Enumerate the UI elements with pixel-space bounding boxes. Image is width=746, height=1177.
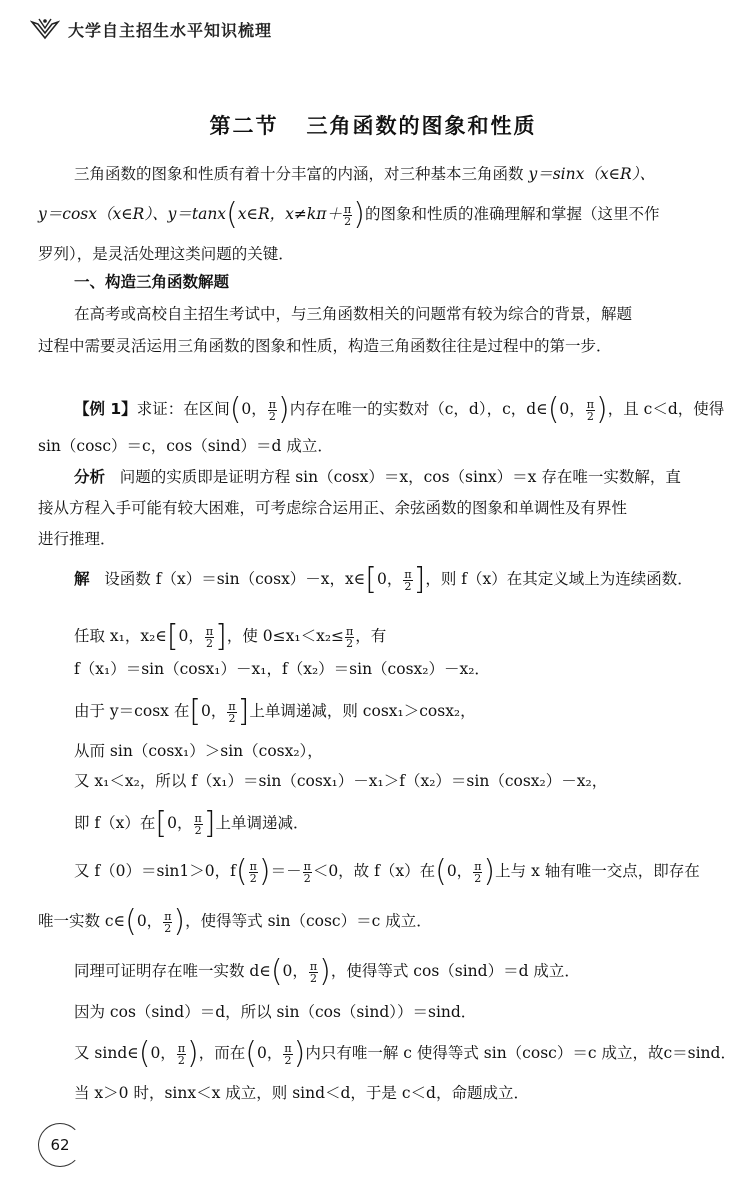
solution-line-7: 即 f（x）在[0， $\frac{\pi}{2}$ ]上单调递减． [74,806,309,841]
subsection-title: 一、构造三角函数解题 [74,273,230,291]
solution-line-9: 唯一实数 c∈(0， $\frac{\pi}{2}$ )，使得等式 sin（cosc）＝c 成立． [38,904,432,939]
analysis-line-1: 分析 问题的实质即是证明方程 sin（cosx）＝x，cos（sinx）＝x 存在唯一实数解，直 [74,468,681,486]
example-label: 【例 1】 [74,400,137,418]
solution-line-5: 从而 sin（cosx₁）＞sin（cosx₂）， [74,742,323,760]
example-line-2: sin（cosc）＝c，cos（sind）＝d 成立． [38,437,333,455]
solution-line-2: 任取 x₁，x₂∈[0， $\frac{\pi}{2}$ ]，使 0≤x₁＜x₂≤ $\frac{\pi}{2}$ ，有 [74,619,387,654]
example-line-1: 【例 1】求证：在区间(0， $\frac{\pi}{2}$ )内存在唯一的实数对（c，d），c，d∈(0， $\frac{\pi}{2}$ )，且 c＜d，使得 [74,392,725,427]
fraction: $\frac{\pi}{2}$ [343,202,352,228]
running-header [30,14,272,44]
analysis-line-3: 进行推理． [38,530,116,548]
solution-line-10: 同理可证明存在唯一实数 d∈(0， $\frac{\pi}{2}$ )，使得等式 cos（sind）＝d 成立． [74,954,580,989]
solution-line-1: 解 设函数 f（x）＝sin（cosx）－x，x∈[0， $\frac{\pi}{2}$ ]，则 f（x）在其定义域上为连续函数． [74,562,693,597]
section-title [0,110,746,140]
solution-line-3: f（x₁）＝sin（cosx₁）－x₁，f（x₂）＝sin（cosx₂）－x₂． [74,660,490,678]
para2-line-2: 过程中需要灵活运用三角函数的图象和性质，构造三角函数往往是过程中的第一步． [38,337,612,355]
intro-line-3: 罗列），是灵活处理这类问题的关键． [38,245,294,263]
para2-line-1: 在高考或高校自主招生考试中，与三角函数相关的问题常有较为综合的背景，解题 [74,305,633,323]
section-number: 第二节 [209,114,279,138]
intro-line-2: y＝cosx（x∈R）、y＝tanx(x∈R，x≠kπ＋ $\frac{\pi}{2}$ )的图象和性质的准确理解和掌握（这里不作 [38,197,660,232]
section-name: 三角函数的图象和性质 [306,114,537,138]
solution-line-8: 又 f（0）＝sin1＞0，f( $\frac{\pi}{2}$ )＝－ $\frac{\pi}{2}$ ＜0，故 f（x）在(0， $\frac{\pi}{2}$ )上与 x 轴有唯一交点，即存在 [74,854,700,889]
header-title: 大学自主招生水平知识梳理 [68,20,273,40]
solution-line-12: 又 sind∈(0， $\frac{\pi}{2}$ )，而在(0， $\frac{\pi}{2}$ )内只有唯一解 c 使得等式 sin（cosc）＝c 成立，故c＝sind． [74,1036,736,1071]
analysis-label: 分析 [74,468,106,486]
solution-label: 解 [74,570,90,588]
book-logo-icon [30,16,60,42]
analysis-line-2: 接从方程入手可能有较大困难，可考虑综合运用正、余弦函数的图象和单调性及有界性 [38,499,628,517]
solution-line-6: 又 x₁＜x₂，所以 f（x₁）＝sin（cosx₁）－x₁＞f（x₂）＝sin（cosx₂）－x₂， [74,772,608,790]
solution-line-13: 当 x＞0 时，sinx＜x 成立，则 sind＜d，于是 c＜d，命题成立． [74,1084,529,1102]
page-number: 62 [38,1123,82,1167]
intro-line-1: 三角函数的图象和性质有着十分丰富的内涵，对三种基本三角函数 y＝sinx（x∈R）、 [74,165,655,183]
solution-line-4: 由于 y＝cosx 在[0， $\frac{\pi}{2}$ ]上单调递减，则 cosx₁＞cosx₂， [74,694,476,729]
solution-line-11: 因为 cos（sind）＝d，所以 sin（cos（sind））＝sind． [74,1003,477,1021]
